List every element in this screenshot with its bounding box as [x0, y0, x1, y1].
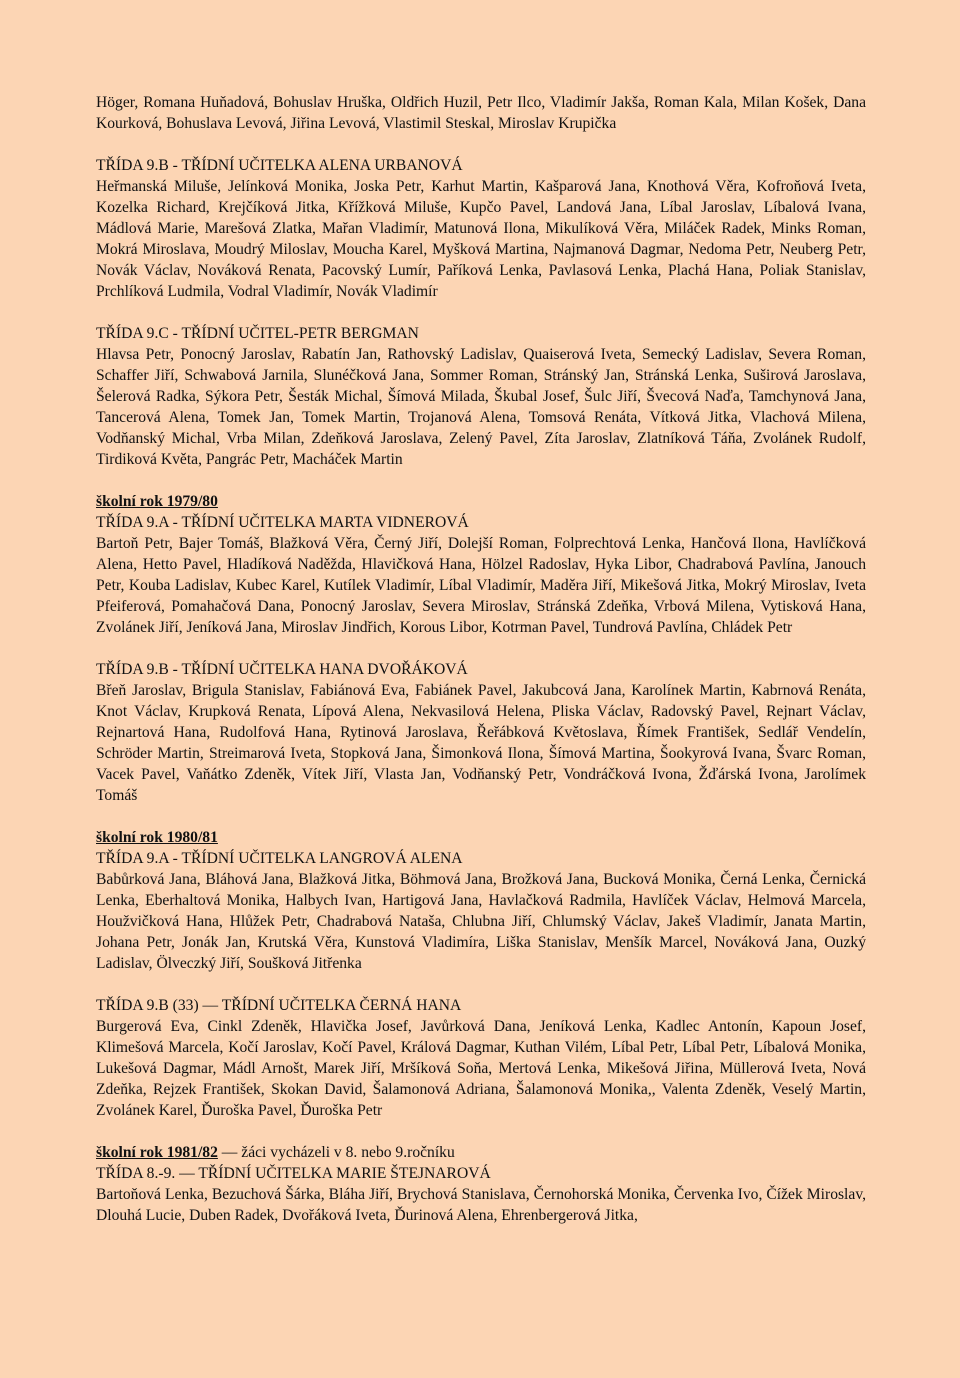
class-9b-1979-heading: TŘÍDA 9.B - TŘÍDNÍ UČITELKA HANA DVOŘÁKOVÁ [96, 661, 468, 678]
class-9b-1978-names: Heřmanská Miluše, Jelínková Monika, Joska Petr, Karhut Martin, Kašparová Jana, Knothová Věra, Kofroňová Iveta, Kozelka Richard, Krejčíková Jitka, Křížková Miluše, Kupčo Pavel, Landová Jana, Líbal Jaroslav, Líbalová Ivana, Mádlová Marie, Marešová Zlatka, Mařan Vladimír, Matunová Ilona, Mikulíková Věra, Miláček Radek, Minks Roman, Mokrá Miroslava, Moudrý Miloslav, Moucha Karel, Myšková Martina, Najmanová Dagmar, Nedoma Petr, Neuberg Petr, Novák Václav, Nováková Renata, Pacovský Lumír, Paříková Lenka, Pavlasová Lenka, Plachá Hana, Poliak Stanislav, Prchlíková Ludmila, Vodral Vladimír, Novák Vladimír [96, 178, 866, 300]
school-year-1980-label: školní rok 1980/81 [96, 829, 218, 846]
school-year-1979 [96, 491, 866, 512]
class-9c-1978-heading: TŘÍDA 9.C - TŘÍDNÍ UČITEL-PETR BERGMAN [96, 325, 419, 342]
class-9b-1978-heading: TŘÍDA 9.B - TŘÍDNÍ UČITELKA ALENA URBANOVÁ [96, 157, 463, 174]
class-9a-1979-heading: TŘÍDA 9.A - TŘÍDNÍ UČITELKA MARTA VIDNEROVÁ [96, 514, 469, 531]
class-9c-1978-names: Hlavsa Petr, Ponocný Jaroslav, Rabatín Jan, Rathovský Ladislav, Quaiserová Iveta, Semecký Ladislav, Severa Roman, Schaffer Jiří, Schwabová Jarnila, Slunéčková Jana, Sommer Roman, Stránský Jan, Stránská Lenka, Suširová Jaroslava, Šelerová Radka, Sýkora Petr, Šesták Michal, Šímová Milada, Škubal Josef, Šulc Jiří, Švecová Naďa, Tamchynová Jana, Tancerová Alena, Tomek Jan, Tomek Martin, Trojanová Alena, Tomsová Renáta, Vítková Jitka, Vlachová Milena, Vodňanský Michal, Vrba Milan, Zdeňková Jaroslava, Zelený Pavel, Zíta Jaroslav, Zlatníková Táňa, Zvolánek Rudolf, Tirdiková Květa, Pangrác Petr, Macháček Martin [96, 346, 866, 468]
school-year-1981 [96, 1142, 866, 1163]
class-9b-1980-names: Burgerová Eva, Cinkl Zdeněk, Hlavička Josef, Javůrková Dana, Jeníková Lenka, Kadlec Antonín, Kapoun Josef, Klimešová Marcela, Kočí Jaroslav, Kočí Pavel, Králová Dagmar, Kuthan Vilém, Líbal Petr, Líbal Petr, Líbalová Monika, Lukešová Dagmar, Mádl Arnošt, Marek Jiří, Mršíková Soňa, Mertová Lenka, Mikešová Jiřina, Müllerová Iveta, Nová Zdeňka, Rejzek František, Skokan David, Šalamonová Adriana, Šalamonová Monika,, Valenta Zdeněk, Veselý Martin, Zvolánek Karel, Ďuroška Pavel, Ďuroška Petr [96, 1018, 866, 1119]
school-year-1979-label: školní rok 1979/80 [96, 493, 218, 510]
class-9b-1980-heading: TŘÍDA 9.B (33) — TŘÍDNÍ UČITELKA ČERNÁ HANA [96, 997, 462, 1014]
class-8-9-1981-names: Bartoňová Lenka, Bezuchová Šárka, Bláha Jiří, Brychová Stanislava, Černohorská Monika, Červenka Ivo, Čížek Miroslav, Dlouhá Lucie, Duben Radek, Dvořáková Iveta, Ďurinová Alena, Ehrenbergerová Jitka, [96, 1186, 866, 1224]
school-year-1981-label: školní rok 1981/82 [96, 1144, 218, 1161]
class-9a-1980-names: Babůrková Jana, Bláhová Jana, Blažková Jitka, Böhmová Jana, Brožková Jana, Bucková Monika, Černá Lenka, Černická Lenka, Eberhaltová Monika, Halbych Ivan, Hartigová Jana, Havlačková Radmila, Havlíček Václav, Helmová Marcela, Houžvičková Hana, Hlůžek Petr, Chadrabová Nataša, Chlubna Jiří, Chlumský Václav, Jakeš Vladimír, Janata Martin, Johana Petr, Jonák Jan, Krutská Věra, Kunstová Vladimíra, Liška Stanislav, Menšík Marcel, Nováková Jana, Ouzký Ladislav, Ölveczký Jiří, Soušková Jitřenka [96, 871, 866, 972]
class-9a-1980-heading: TŘÍDA 9.A - TŘÍDNÍ UČITELKA LANGROVÁ ALENA [96, 850, 463, 867]
class-9a-1979-names: Bartoň Petr, Bajer Tomáš, Blažková Věra, Černý Jiří, Dolejší Roman, Folprechtová Lenka, Hančová Ilona, Havlíčková Alena, Hetto Pavel, Hladíková Naděžda, Hlavičková Hana, Hölzel Radoslav, Hyka Libor, Chadrabová Pavlína, Janouch Petr, Kouba Ladislav, Kubec Karel, Kutílek Vladimír, Líbal Vladimír, Maděra Jiří, Mikešová Jitka, Mokrý Miroslav, Iveta Pfeiferová, Pomahačová Dana, Ponocný Jaroslav, Severa Miroslav, Stránská Zdeňka, Vrbová Milena, Vytisková Hana, Zvolánek Jiří, Jeníková Jana, Miroslav Jindřich, Korous Libor, Kotrman Pavel, Tundrová Pavlína, Chládek Petr [96, 535, 866, 636]
intro-names: Höger, Romana Huňadová, Bohuslav Hruška, Oldřich Huzil, Petr Ilco, Vladimír Jakša, Roman Kala, Milan Košek, Dana Kourková, Bohuslava Levová, Jiřina Levová, Vlastimil Steskal, Miroslav Krupička [96, 94, 866, 132]
class-9b-1979-names: Břeň Jaroslav, Brigula Stanislav, Fabiánová Eva, Fabiánek Pavel, Jakubcová Jana, Karolínek Martin, Kabrnová Renáta, Knot Václav, Krupková Renata, Lípová Alena, Nekvasilová Helena, Pliska Václav, Radovský Pavel, Rejnart Václav, Rejnartová Hana, Rudolfová Hana, Rytinová Jaroslava, Řeřábková Květoslava, Římek František, Sedlář Vendelín, Schröder Martin, Streimarová Iveta, Stopková Jana, Šimonková Ilona, Šímová Martina, Šookyrová Ivana, Švarc Roman, Vacek Pavel, Vaňátko Zdeněk, Vítek Jiří, Vlasta Jan, Vodňanský Petr, Vondráčková Ivona, Žďárská Ivona, Jarolímek Tomáš [96, 682, 866, 804]
school-year-1981-note: — žáci vycházeli v 8. nebo 9.ročníku [217, 1144, 455, 1161]
class-8-9-1981-heading: TŘÍDA 8.-9. — TŘÍDNÍ UČITELKA MARIE ŠTEJNAROVÁ [96, 1165, 491, 1182]
school-year-1980 [96, 827, 866, 848]
